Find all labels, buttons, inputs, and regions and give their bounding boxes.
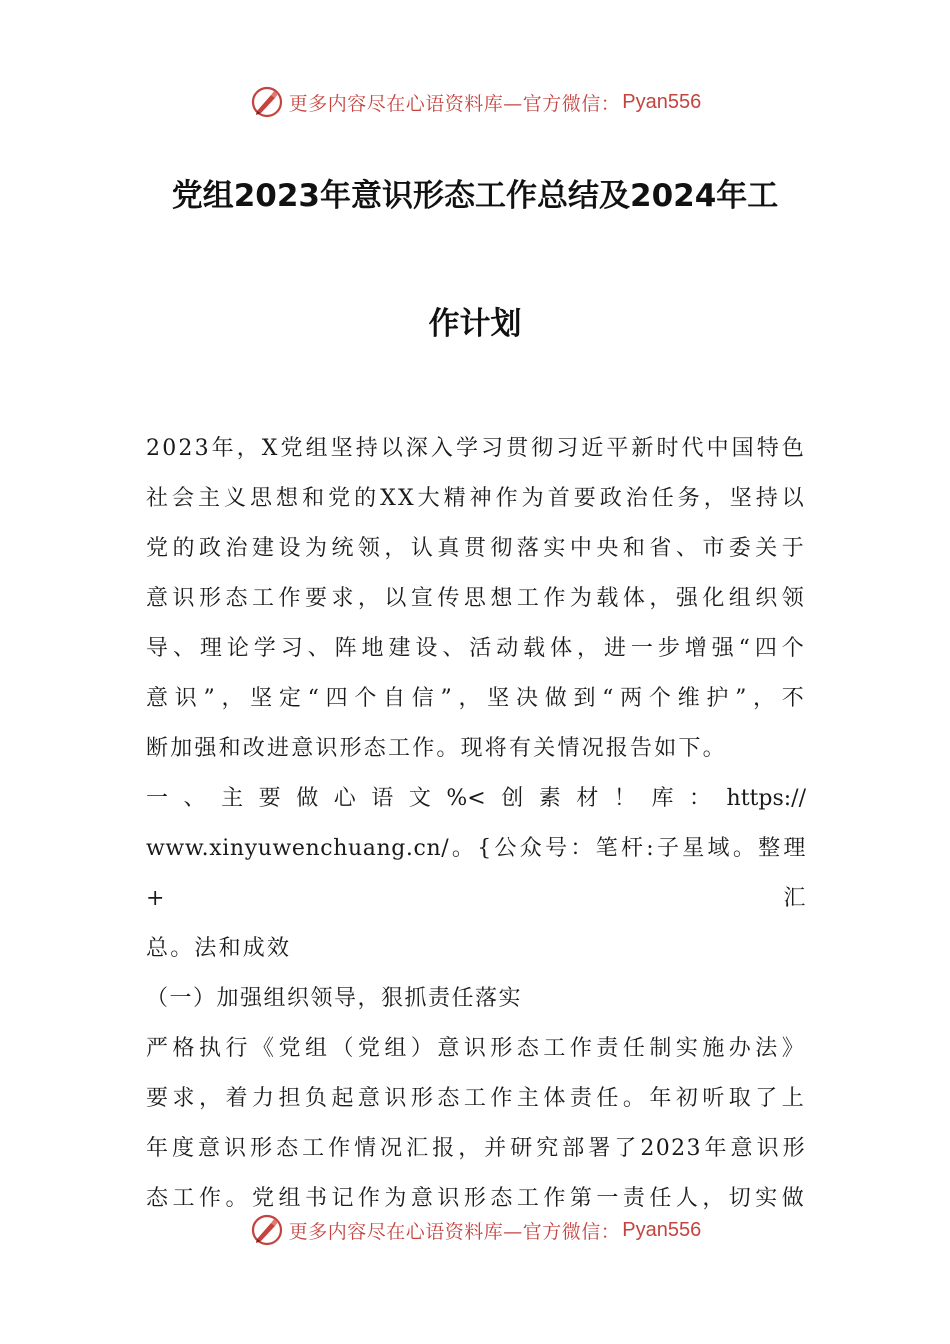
para2-line: 年度意识形态工作情况汇报，并研究部署了2023年意识形 xyxy=(146,1136,806,1161)
section1-char: 语 xyxy=(371,786,394,811)
section1-char: https:// xyxy=(726,786,806,811)
intro-line: 2023年，X党组坚持以深入学习贯彻习近平新时代中国特色 xyxy=(146,436,806,461)
document-title-line1: 党组2023年意识形态工作总结及2024年工 xyxy=(171,178,779,214)
watermark-text: 更多内容尽在心语资料库—官方微信： xyxy=(288,1220,621,1243)
subsection1-heading: （一）加强组织领导，狠抓责任落实 xyxy=(146,986,523,1011)
document-body xyxy=(146,424,806,1224)
para2-line: 要求，着力担负起意识形态工作主体责任。年初听取了上 xyxy=(146,1086,806,1111)
section1-char: ： xyxy=(688,786,711,811)
watermark-banner-top xyxy=(0,82,950,122)
intro-line: 导、理论学习、阵地建设、活动载体，进一步增强“四个 xyxy=(146,636,806,661)
para2-line: 严格执行《党组（党组）意识形态工作责任制实施办法》 xyxy=(146,1036,806,1061)
intro-line: 意识形态工作要求，以宣传思想工作为载体，强化组织领 xyxy=(146,586,806,611)
section1-char: 、 xyxy=(183,786,206,811)
section1-char: 素 xyxy=(538,786,561,811)
section1-heading-line3: 总。法和成效 xyxy=(146,936,292,961)
section1-char: 要 xyxy=(258,786,281,811)
watermark-text: 更多内容尽在心语资料库—官方微信： xyxy=(288,92,621,115)
intro-line: 社会主义思想和党的XX大精神作为首要政治任务，坚持以 xyxy=(146,486,806,511)
section1-char: ！ xyxy=(613,786,636,811)
section1-char: %< xyxy=(446,786,486,811)
document-title-line2: 作计划 xyxy=(428,306,522,342)
watermark-contact: Pyan556 xyxy=(622,90,702,113)
section1-char: 心 xyxy=(333,786,356,811)
section1-heading-line2: www.xinyuwenchuang.cn/。{公众号：笔杆:子星域。整理+汇 xyxy=(146,836,806,911)
section1-char: 文 xyxy=(408,786,431,811)
intro-line: 意识”，坚定“四个自信”，坚决做到“两个维护”，不 xyxy=(146,686,806,711)
section1-char: 创 xyxy=(501,786,524,811)
section1-char: 库 xyxy=(651,786,674,811)
intro-line: 党的政治建设为统领，认真贯彻落实中央和省、市委关于 xyxy=(146,536,806,561)
watermark-banner-bottom xyxy=(0,1210,950,1250)
pen-circle-icon xyxy=(249,1212,285,1248)
section1-heading-line1 xyxy=(146,774,806,824)
watermark-contact: Pyan556 xyxy=(622,1218,702,1241)
section1-char: 主 xyxy=(221,786,244,811)
pen-circle-icon xyxy=(249,84,285,120)
section1-char: 一 xyxy=(146,786,169,811)
section1-char: 材 xyxy=(576,786,599,811)
intro-line: 断加强和改进意识形态工作。现将有关情况报告如下。 xyxy=(146,736,727,761)
section1-char: 做 xyxy=(296,786,319,811)
para2-line: 态工作。党组书记作为意识形态工作第一责任人，切实做 xyxy=(146,1186,806,1211)
